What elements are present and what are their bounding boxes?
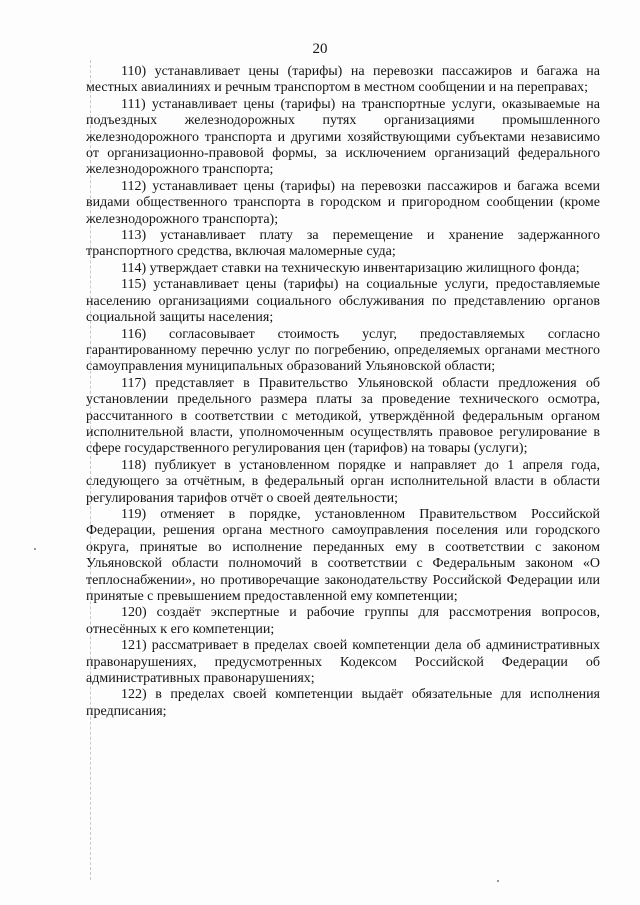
paragraph-111: 111) устанавливает цены (тарифы) на транспортные услуги, оказываемые на подъездных железнодорожных путях организациями промышленного железнодорожного транспорта и другими хозяйствующими субъектами независимо от организационно-правовой формы, за исключением организаций федерального железнодорожного транспорта;: [86, 96, 600, 178]
paragraph-113: 113) устанавливает плату за перемещение и хранение задержанного транспортного средства, включая маломерные суда;: [86, 228, 600, 260]
page-number: 20: [312, 41, 328, 57]
scan-speck: [497, 880, 499, 882]
paragraph-118: 118) публикует в установленном порядке и направляет до 1 апреля года, следующего за отчётным, в федеральный орган исполнительной власти в области регулирования тарифов отчёт о своей деятельности;: [86, 457, 600, 506]
paragraph-114: 114) утверждает ставки на техническую инвентаризацию жилищного фонда;: [121, 260, 580, 276]
scan-speck: [34, 548, 36, 550]
paragraph-112: 112) устанавливает цены (тарифы) на перевозки пассажиров и багажа всеми видами общественного транспорта в городском и пригородном сообщении (кроме железнодорожного транспорта);: [86, 178, 600, 227]
paragraph-122: 122) в пределах своей компетенции выдаёт обязательные для исполнения предписания;: [86, 687, 600, 719]
paragraph-115: 115) устанавливает цены (тарифы) на социальные услуги, предоставляемые населению организациями социального обслуживания по представлению органов социальной защиты населения;: [86, 277, 600, 326]
document-body: [86, 64, 600, 720]
paragraph-116: 116) согласовывает стоимость услуг, предоставляемых согласно гарантированному перечню услуг по погребению, определяемых органами местного самоуправления муниципальных образований Ульяновской области;: [86, 326, 600, 375]
paragraph-110: 110) устанавливает цены (тарифы) на перевозки пассажиров и багажа на местных авиалиниях и речным транспортом в местном сообщении и на переправах;: [86, 64, 600, 96]
paragraph-117: 117) представляет в Правительство Ульяновской области предложения об установлении предельного размера платы за проведение технического осмотра, рассчитанного в соответствии с методикой, утверждённой федеральным органом исполнительной власти, уполномоченным осуществлять правовое регулирование в сфере государственного регулирования цен (тарифов) на товары (услуги);: [86, 375, 600, 457]
paragraph-119: 119) отменяет в порядке, установленном Правительством Российской Федерации, решения органа местного самоуправления поселения или городского округа, принятые во исполнение переданных ему в соответствии с законом Ульяновской области полномочий в соответствии с Федеральным законом «О теплоснабжении», но противоречащие законодательству Российской Федерации или принятые с превышением предоставленной ему компетенции;: [86, 506, 600, 604]
paragraph-121: 121) рассматривает в пределах своей компетенции дела об административных правонарушениях, предусмотренных Кодексом Российской Федерации об административных правонарушениях;: [86, 638, 600, 687]
paragraph-120: 120) создаёт экспертные и рабочие группы для рассмотрения вопросов, отнесённых к его компетенции;: [86, 605, 600, 637]
